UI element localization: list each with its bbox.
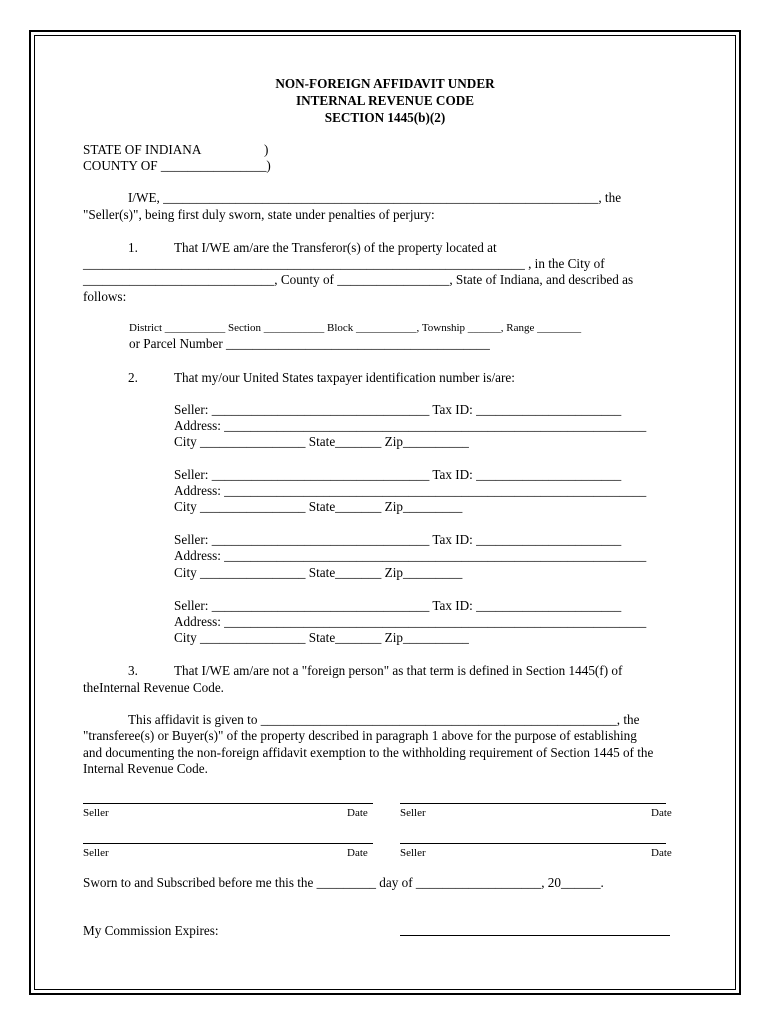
signature-line <box>83 843 373 844</box>
para1-line-2: ___________________________________________________________________ , in the City of <box>83 256 605 271</box>
sworn-line: Sworn to and Subscribed before me this the _________ day of ___________________, 20______. <box>83 875 604 890</box>
signature-line <box>400 843 666 844</box>
venue-state-paren: ) <box>264 142 269 157</box>
para2-number: 2. <box>128 370 138 385</box>
venue-county: COUNTY OF ________________) <box>83 158 271 173</box>
legal-description-line: District ___________ Section ___________ Block ___________, Township ______, Range ________ <box>129 322 582 334</box>
notary-signature-line <box>400 935 670 936</box>
seller-1-address: Address: ________________________________________________________________ <box>174 418 647 433</box>
seller-3-address: Address: ________________________________________________________________ <box>174 548 647 563</box>
title-line-3: SECTION 1445(b)(2) <box>324 110 446 125</box>
date-label: Date <box>651 807 672 819</box>
date-label: Date <box>651 847 672 859</box>
seller-1-city: City ________________ State_______ Zip__________ <box>174 434 469 449</box>
para1-line-3: _____________________________, County of _________________, State of Indiana, and described as <box>83 272 634 287</box>
seller-4-city: City ________________ State_______ Zip__________ <box>174 630 469 645</box>
seller-4-address: Address: ________________________________________________________________ <box>174 614 647 629</box>
para1-line-4: follows: <box>83 289 127 304</box>
seller-1-line: Seller: _________________________________ Tax ID: ______________________ <box>174 402 622 417</box>
given-line-1: This affidavit is given to ______________________________________________________, the <box>128 712 640 727</box>
given-line-3: and documenting the non-foreign affidavit exemption to the withholding requirement of Section 1445 of the <box>83 745 654 760</box>
para1-number: 1. <box>128 240 138 255</box>
seller-signature-label: Seller <box>400 807 426 819</box>
para3-line-2: theInternal Revenue Code. <box>83 680 224 695</box>
seller-signature-label: Seller <box>83 847 109 859</box>
seller-signature-label: Seller <box>400 847 426 859</box>
parcel-number-line: or Parcel Number ________________________________________ <box>129 336 490 351</box>
seller-4-line: Seller: _________________________________ Tax ID: ______________________ <box>174 598 622 613</box>
para3-line-1: That I/WE am/are not a "foreign person" as that term is defined in Section 1445(f) of <box>174 663 623 678</box>
given-line-4: Internal Revenue Code. <box>83 761 208 776</box>
seller-2-line: Seller: _________________________________ Tax ID: ______________________ <box>174 467 622 482</box>
seller-2-city: City ________________ State_______ Zip_________ <box>174 499 463 514</box>
seller-3-city: City ________________ State_______ Zip_________ <box>174 565 463 580</box>
para3-number: 3. <box>128 663 138 678</box>
venue-state: STATE OF INDIANA <box>83 142 202 157</box>
signature-line <box>400 803 666 804</box>
title-line-1: NON-FOREIGN AFFIDAVIT UNDER <box>275 76 495 91</box>
para1-line-1: That I/WE am/are the Transferor(s) of the property located at <box>174 240 497 255</box>
seller-signature-label: Seller <box>83 807 109 819</box>
signature-line <box>83 803 373 804</box>
date-label: Date <box>347 807 368 819</box>
seller-2-address: Address: ________________________________________________________________ <box>174 483 647 498</box>
title-line-2: INTERNAL REVENUE CODE <box>295 93 475 108</box>
intro-line-2: "Seller(s)", being first duly sworn, state under penalties of perjury: <box>83 207 435 222</box>
given-line-2: "transferee(s) or Buyer(s)" of the property described in paragraph 1 above for the purpose of establishing <box>83 728 637 743</box>
commission-expires-label: My Commission Expires: <box>83 923 219 938</box>
para2-text: That my/our United States taxpayer identification number is/are: <box>174 370 515 385</box>
intro-line-1: I/WE, __________________________________________________________________, the <box>128 190 622 205</box>
seller-3-line: Seller: _________________________________ Tax ID: ______________________ <box>174 532 622 547</box>
date-label: Date <box>347 847 368 859</box>
